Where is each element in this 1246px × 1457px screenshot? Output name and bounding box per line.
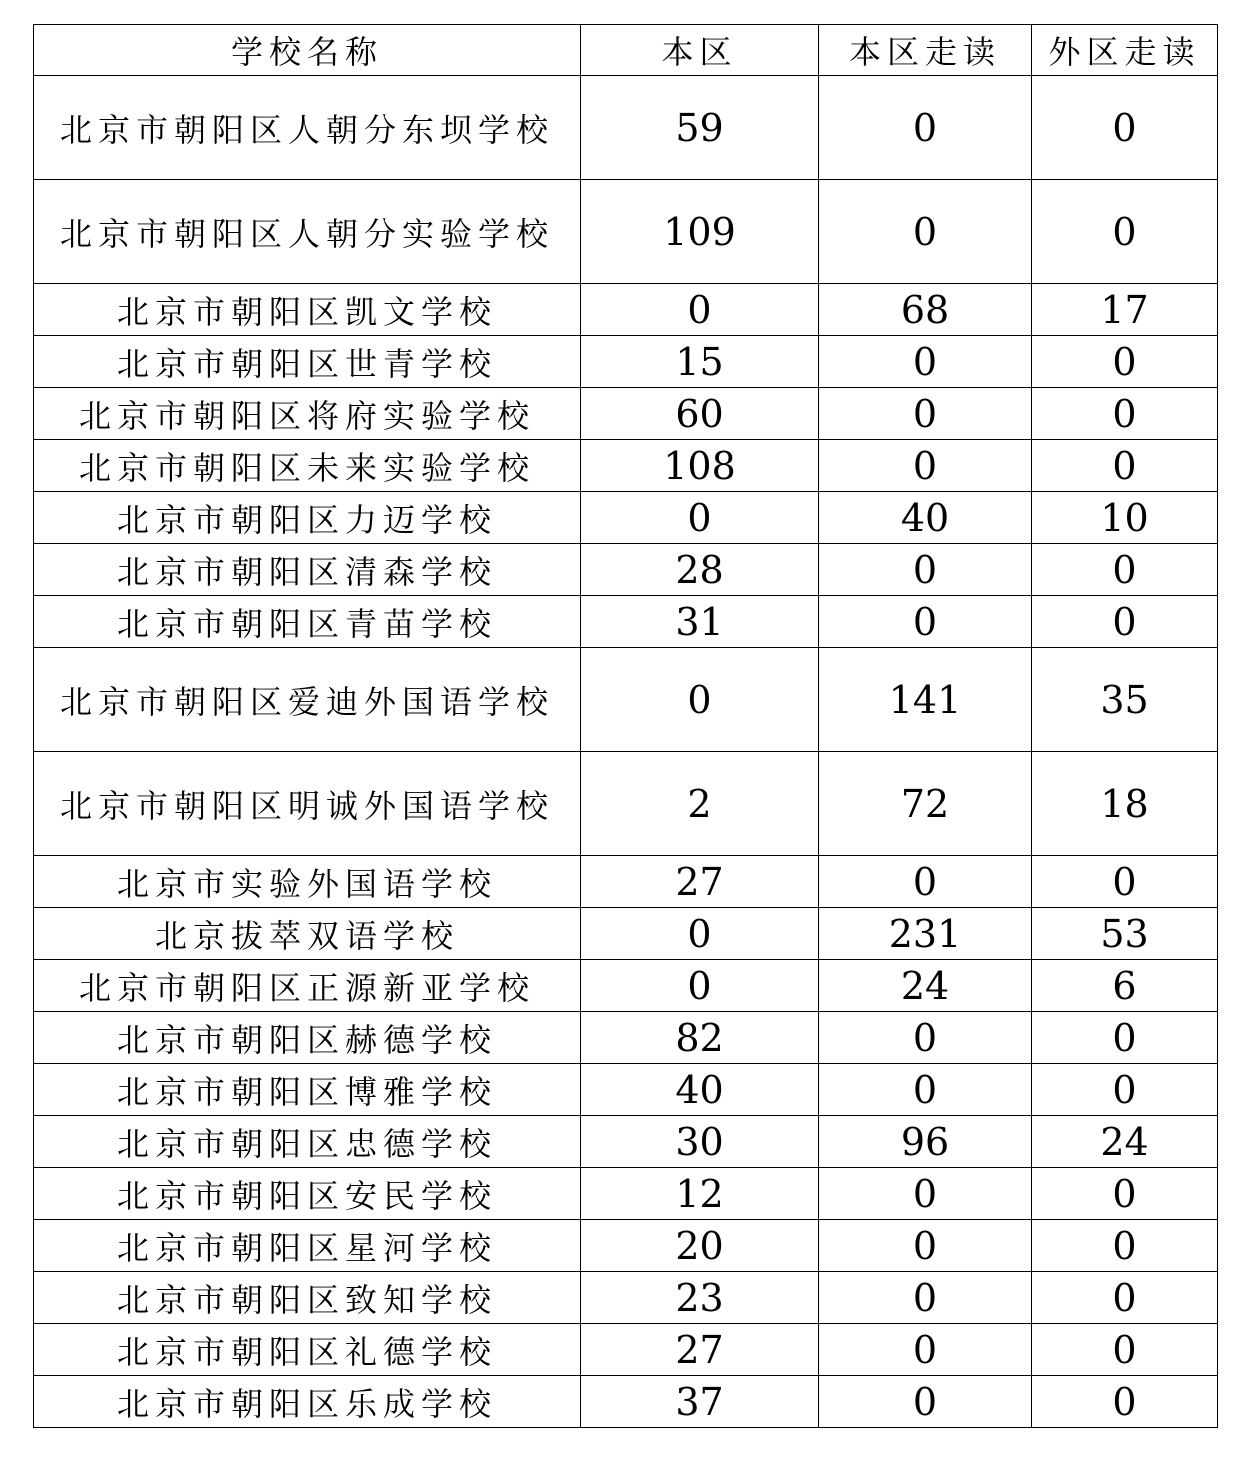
local-district-cell: 0 — [581, 648, 819, 752]
school-name-cell: 北京市实验外国语学校 — [34, 856, 581, 908]
table-row — [34, 1220, 1218, 1272]
local-district-cell: 0 — [581, 908, 819, 960]
table-row — [34, 1116, 1218, 1168]
header-local-district: 本区 — [581, 25, 819, 76]
local-day-students-cell: 0 — [819, 1324, 1032, 1376]
other-district-day-students-cell: 0 — [1032, 1324, 1218, 1376]
other-district-day-students-cell: 0 — [1032, 596, 1218, 648]
school-name-cell: 北京市朝阳区忠德学校 — [34, 1116, 581, 1168]
school-name-cell: 北京市朝阳区乐成学校 — [34, 1376, 581, 1428]
local-day-students-cell: 231 — [819, 908, 1032, 960]
table-row — [34, 1168, 1218, 1220]
local-day-students-cell: 0 — [819, 180, 1032, 284]
table-row — [34, 284, 1218, 336]
local-day-students-cell: 96 — [819, 1116, 1032, 1168]
local-day-students-cell: 24 — [819, 960, 1032, 1012]
school-name-cell: 北京市朝阳区爱迪外国语学校 — [34, 648, 581, 752]
school-name-cell: 北京市朝阳区博雅学校 — [34, 1064, 581, 1116]
local-district-cell: 27 — [581, 856, 819, 908]
header-school-name: 学校名称 — [34, 25, 581, 76]
local-district-cell: 40 — [581, 1064, 819, 1116]
local-district-cell: 15 — [581, 336, 819, 388]
local-day-students-cell: 0 — [819, 1376, 1032, 1428]
header-other-district-day-students: 外区走读 — [1032, 25, 1218, 76]
local-day-students-cell: 0 — [819, 1168, 1032, 1220]
school-name-cell: 北京市朝阳区将府实验学校 — [34, 388, 581, 440]
local-day-students-cell: 0 — [819, 440, 1032, 492]
local-district-cell: 0 — [581, 960, 819, 1012]
table-row — [34, 388, 1218, 440]
school-name-cell: 北京市朝阳区赫德学校 — [34, 1012, 581, 1064]
table-row — [34, 492, 1218, 544]
other-district-day-students-cell: 17 — [1032, 284, 1218, 336]
school-name-cell: 北京市朝阳区青苗学校 — [34, 596, 581, 648]
school-name-cell: 北京市朝阳区力迈学校 — [34, 492, 581, 544]
other-district-day-students-cell: 0 — [1032, 1012, 1218, 1064]
local-district-cell: 2 — [581, 752, 819, 856]
school-name-cell: 北京市朝阳区清森学校 — [34, 544, 581, 596]
other-district-day-students-cell: 0 — [1032, 76, 1218, 180]
header-row — [34, 25, 1218, 76]
local-day-students-cell: 72 — [819, 752, 1032, 856]
school-enrollment-table — [33, 24, 1218, 1428]
table-row — [34, 752, 1218, 856]
school-name-cell: 北京市朝阳区安民学校 — [34, 1168, 581, 1220]
other-district-day-students-cell: 0 — [1032, 1220, 1218, 1272]
local-day-students-cell: 141 — [819, 648, 1032, 752]
table-row — [34, 440, 1218, 492]
other-district-day-students-cell: 10 — [1032, 492, 1218, 544]
other-district-day-students-cell: 24 — [1032, 1116, 1218, 1168]
local-district-cell: 30 — [581, 1116, 819, 1168]
table-row — [34, 1272, 1218, 1324]
local-district-cell: 108 — [581, 440, 819, 492]
table-row — [34, 76, 1218, 180]
table-row — [34, 856, 1218, 908]
local-district-cell: 59 — [581, 76, 819, 180]
other-district-day-students-cell: 35 — [1032, 648, 1218, 752]
local-district-cell: 0 — [581, 492, 819, 544]
table-row — [34, 1324, 1218, 1376]
local-day-students-cell: 0 — [819, 1012, 1032, 1064]
local-day-students-cell: 0 — [819, 336, 1032, 388]
school-name-cell: 北京市朝阳区人朝分实验学校 — [34, 180, 581, 284]
other-district-day-students-cell: 0 — [1032, 388, 1218, 440]
local-day-students-cell: 0 — [819, 544, 1032, 596]
table-row — [34, 180, 1218, 284]
local-district-cell: 12 — [581, 1168, 819, 1220]
school-name-cell: 北京市朝阳区致知学校 — [34, 1272, 581, 1324]
school-name-cell: 北京市朝阳区正源新亚学校 — [34, 960, 581, 1012]
local-district-cell: 23 — [581, 1272, 819, 1324]
table-row — [34, 596, 1218, 648]
table-row — [34, 908, 1218, 960]
school-name-cell: 北京市朝阳区世青学校 — [34, 336, 581, 388]
other-district-day-students-cell: 0 — [1032, 856, 1218, 908]
local-district-cell: 37 — [581, 1376, 819, 1428]
local-district-cell: 28 — [581, 544, 819, 596]
table-row — [34, 1064, 1218, 1116]
other-district-day-students-cell: 0 — [1032, 1064, 1218, 1116]
other-district-day-students-cell: 6 — [1032, 960, 1218, 1012]
local-day-students-cell: 0 — [819, 596, 1032, 648]
local-day-students-cell: 0 — [819, 76, 1032, 180]
other-district-day-students-cell: 0 — [1032, 440, 1218, 492]
local-district-cell: 109 — [581, 180, 819, 284]
local-day-students-cell: 40 — [819, 492, 1032, 544]
header-local-day-students: 本区走读 — [819, 25, 1032, 76]
other-district-day-students-cell: 53 — [1032, 908, 1218, 960]
local-district-cell: 60 — [581, 388, 819, 440]
other-district-day-students-cell: 0 — [1032, 1376, 1218, 1428]
local-district-cell: 20 — [581, 1220, 819, 1272]
school-name-cell: 北京拔萃双语学校 — [34, 908, 581, 960]
school-name-cell: 北京市朝阳区人朝分东坝学校 — [34, 76, 581, 180]
other-district-day-students-cell: 0 — [1032, 1272, 1218, 1324]
local-day-students-cell: 0 — [819, 1220, 1032, 1272]
local-day-students-cell: 0 — [819, 1064, 1032, 1116]
other-district-day-students-cell: 0 — [1032, 180, 1218, 284]
table-row — [34, 648, 1218, 752]
local-district-cell: 31 — [581, 596, 819, 648]
local-district-cell: 27 — [581, 1324, 819, 1376]
table-row — [34, 1376, 1218, 1428]
school-name-cell: 北京市朝阳区礼德学校 — [34, 1324, 581, 1376]
table-row — [34, 1012, 1218, 1064]
local-district-cell: 82 — [581, 1012, 819, 1064]
local-district-cell: 0 — [581, 284, 819, 336]
other-district-day-students-cell: 0 — [1032, 1168, 1218, 1220]
other-district-day-students-cell: 18 — [1032, 752, 1218, 856]
school-name-cell: 北京市朝阳区凯文学校 — [34, 284, 581, 336]
table-row — [34, 960, 1218, 1012]
school-name-cell: 北京市朝阳区明诚外国语学校 — [34, 752, 581, 856]
table-row — [34, 336, 1218, 388]
local-day-students-cell: 0 — [819, 388, 1032, 440]
table-row — [34, 544, 1218, 596]
local-day-students-cell: 68 — [819, 284, 1032, 336]
school-name-cell: 北京市朝阳区未来实验学校 — [34, 440, 581, 492]
local-day-students-cell: 0 — [819, 856, 1032, 908]
other-district-day-students-cell: 0 — [1032, 544, 1218, 596]
other-district-day-students-cell: 0 — [1032, 336, 1218, 388]
local-day-students-cell: 0 — [819, 1272, 1032, 1324]
school-name-cell: 北京市朝阳区星河学校 — [34, 1220, 581, 1272]
